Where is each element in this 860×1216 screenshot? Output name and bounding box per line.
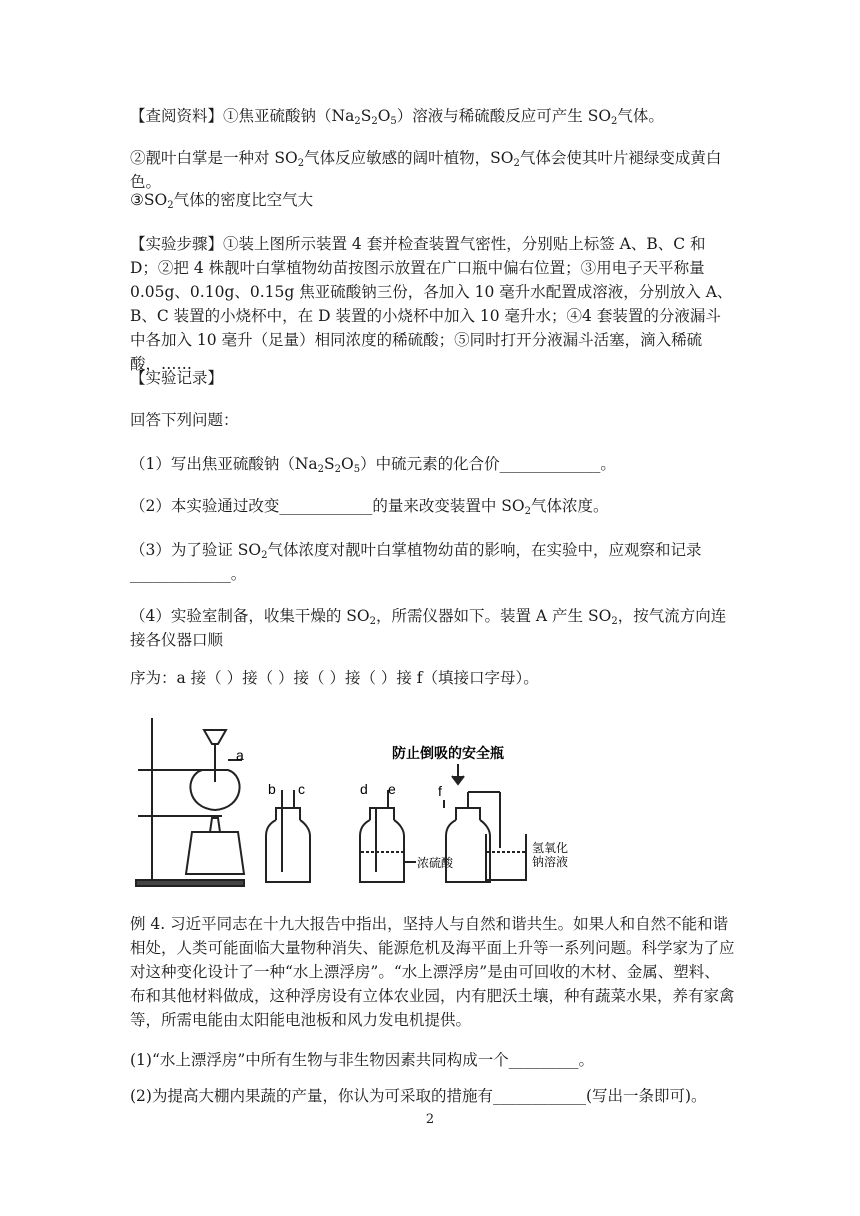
safety-bottle-label: 防止倒吸的安全瓶 bbox=[392, 745, 504, 761]
experiment-steps: 【实验步骤】①装上图所示装置 4 套并检查装置气密性，分别贴上标签 A、B、C 和 D；②把 4 株靓叶白掌植物幼苗按图示放置在广口瓶中偏右位置；③用电子天平称量 0.05g、0.10g、0.15g 焦亚硫酸钠三份，各加入 10 毫升水配置成溶液，分别放入 A、B、C 装置的小烧杯中，在 D 装置的小烧杯中加入 10 毫升水；④4 套装置的分液漏斗中各加入 10 毫升（足量）相同浓度的稀硫酸；⑤同时打开分液漏斗活塞，滴入稀硫酸，…… bbox=[130, 235, 733, 373]
question-2: （2）本实验通过改变____________的量来改变装置中 $SO_2$气体浓度。 bbox=[130, 497, 609, 517]
experiment-record-heading: 【实验记录】 bbox=[130, 369, 224, 387]
label-e: e bbox=[388, 781, 396, 797]
example-4-question-2: (2)为提高大棚内果蔬的产量，你认为可采取的措施有____________(写出一条即可)。 bbox=[130, 1087, 707, 1105]
label-d: d bbox=[360, 781, 368, 797]
example-4: 例 4. 习近平同志在十九大报告中指出，坚持人与自然和谐共生。如果人和自然不能和谐相处，人类可能面临大量物种消失、能源危机及海平面上升等一系列问题。科学家为了应对这种变化设计了一种“水上漂浮房”。“水上漂浮房”是由可回收的木材、金属、塑料、布和其他材料做成，这种浮房设有立体农业园，内有肥沃土壤，种有蔬菜水果，养有家禽等，所需电能由太阳能电池板和风力发电机提供。 bbox=[130, 915, 735, 1029]
apparatus-figure bbox=[130, 712, 630, 892]
stand-base bbox=[136, 880, 244, 886]
safety-bottle bbox=[446, 808, 490, 882]
drying-bottle bbox=[360, 808, 404, 882]
gas-bottle bbox=[266, 808, 310, 882]
question-1: （1）写出焦亚硫酸钠$(Na_2S_2O_5)$中硫元素的化合价_____________。 bbox=[130, 455, 616, 475]
label-a: a bbox=[236, 747, 244, 763]
question-4-sequence: 序为：a 接（ ）接（ ）接（ ）接（ ）接 f（填接口字母）。 bbox=[130, 669, 539, 687]
reference-line-3: $③SO_2$气体的密度比空气大 bbox=[130, 191, 314, 211]
question-3: （3）为了验证 $SO_2$气体浓度对靓叶白掌植物幼苗的影响，在实验中，应观察和记录_____________。 bbox=[130, 541, 702, 583]
beaker bbox=[486, 834, 526, 880]
label-b: b bbox=[268, 781, 276, 797]
concentrated-sulfuric-acid-label: 浓硫酸 bbox=[417, 856, 454, 870]
label-c: c bbox=[298, 781, 305, 797]
page-number: 2 bbox=[425, 1112, 435, 1127]
naoh-label-1: 氢氧化 bbox=[532, 841, 569, 855]
answer-prompt: 回答下列问题： bbox=[130, 411, 239, 429]
alcohol-lamp bbox=[186, 832, 244, 874]
reference-line-2: ②靓叶白掌是一种对 $SO_2$气体反应敏感的阔叶植物，$SO_2$气体会使其叶片褪绿变成黄白色。 bbox=[130, 149, 722, 191]
funnel bbox=[204, 730, 226, 744]
question-4: （4）实验室制备，收集干燥的 $SO_2$，所需仪器如下。装置 A 产生 $SO_2$，按气流方向连接各仪器口顺 bbox=[130, 607, 727, 649]
naoh-label-2: 钠溶液 bbox=[532, 855, 569, 869]
label-f: f bbox=[438, 783, 442, 799]
example-4-question-1: (1)“水上漂浮房”中所有生物与非生物因素共同构成一个_________。 bbox=[130, 1051, 595, 1069]
reference-line-1: 【查阅资料】①焦亚硫酸钠$(Na_2S_2O_5)$溶液与稀硫酸反应可产生 $SO_2$气体。 bbox=[130, 107, 664, 127]
